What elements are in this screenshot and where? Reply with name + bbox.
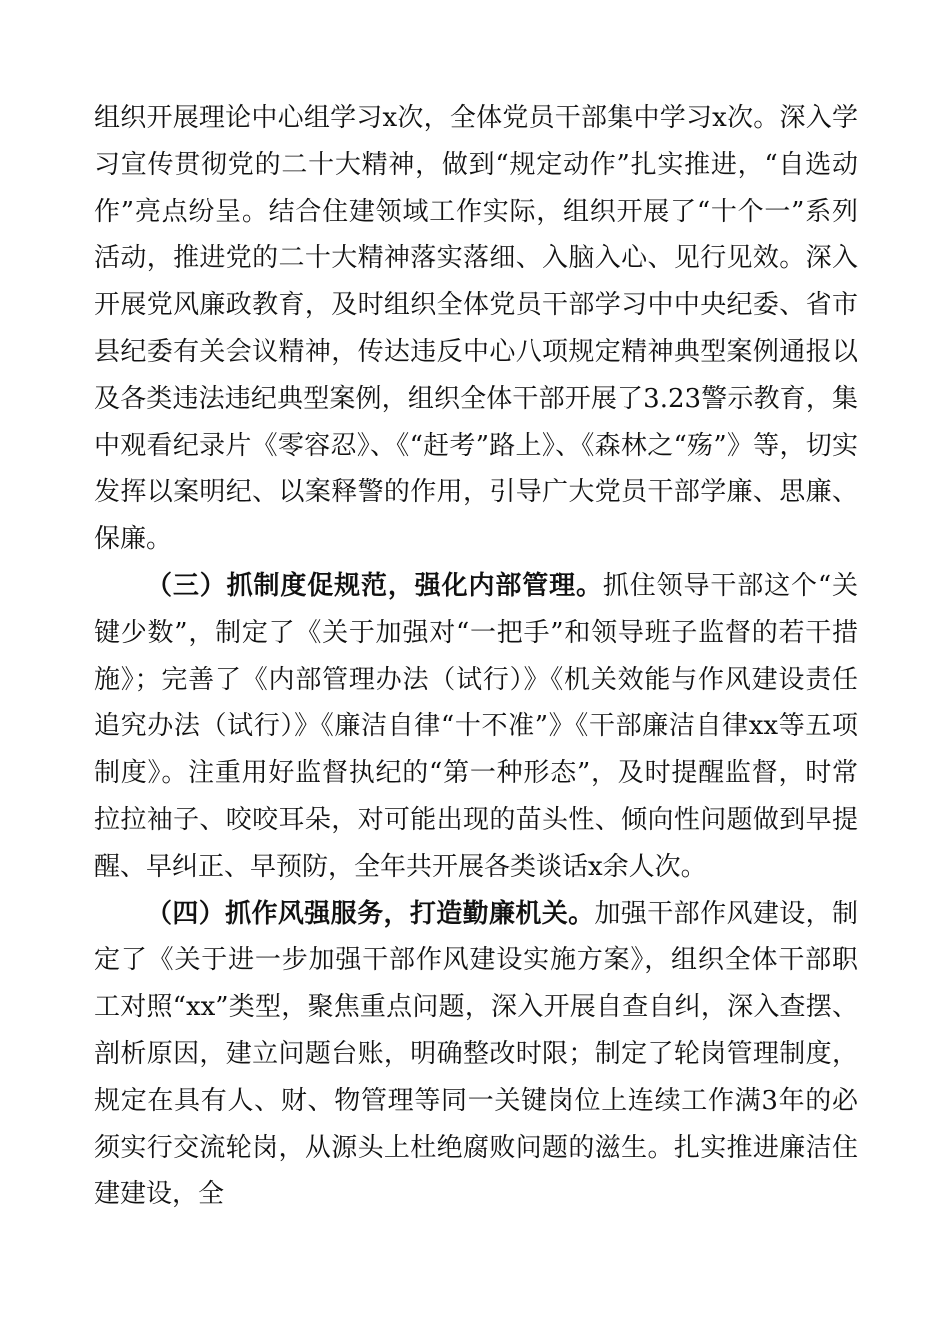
paragraph-1-text: 组织开展理论中心组学习x次，全体党员干部集中学习x次。深入学习宣传贯彻党的二十大精神，做到“规定动作”扎实推进，“自选动作”亮点纷呈。结合住建领域工作实际，组织开展了“十个一”系列活动，推进党的二十大精神落实落细、入脑入心、见行见效。深入开展党风廉政教育，及时组织全体党员干部学习中中央纪委、省市县纪委有关会议精神，传达违反中心八项规定精神典型案例通报以及各类违法违纪典型案例，组织全体干部开展了3.23警示教育，集中观看纪录片《零容忍》、《“赶考”路上》、《森林之“殇”》等，切实发挥以案明纪、以案释警的作用，引导广大党员干部学廉、思廉、保廉。 bbox=[94, 103, 858, 555]
paragraph-2-text: 抓住领导干部这个“关键少数”，制定了《关于加强对“一把手”和领导班子监督的若干措施》；完善了《内部管理办法（试行）》《机关效能与作风建设责任追究办法（试行）》《廉洁自律“十不准”》《干部廉洁自律xx等五项制度》。注重用好监督执纪的“第一种形态”，及时提醒监督，时常拉拉袖子、咬咬耳朵，对可能出现的苗头性、倾向性问题做到早提醒、早纠正、早预防，全年共开展各类谈话x余人次。 bbox=[94, 570, 858, 882]
section-heading-4: （四）抓作风强服务，打造勤廉机关。 bbox=[146, 898, 595, 929]
paragraph-1 bbox=[94, 95, 858, 563]
paragraph-3 bbox=[94, 891, 858, 1219]
section-heading-3: （三）抓制度促规范，强化内部管理。 bbox=[146, 570, 603, 601]
paragraph-2 bbox=[94, 563, 858, 891]
paragraph-3-text: 加强干部作风建设，制定了《关于进一步加强干部作风建设实施方案》，组织全体干部职工对照“xx”类型，聚焦重点问题，深入开展自查自纠，深入查摆、剖析原因，建立问题台账，明确整改时限；制定了轮岗管理制度，规定在具有人、财、物管理等同一关键岗位上连续工作满3年的必须实行交流轮岗，从源头上杜绝腐败问题的滋生。扎实推进廉洁住建建设，全 bbox=[94, 898, 858, 1210]
body-text bbox=[94, 95, 858, 1218]
